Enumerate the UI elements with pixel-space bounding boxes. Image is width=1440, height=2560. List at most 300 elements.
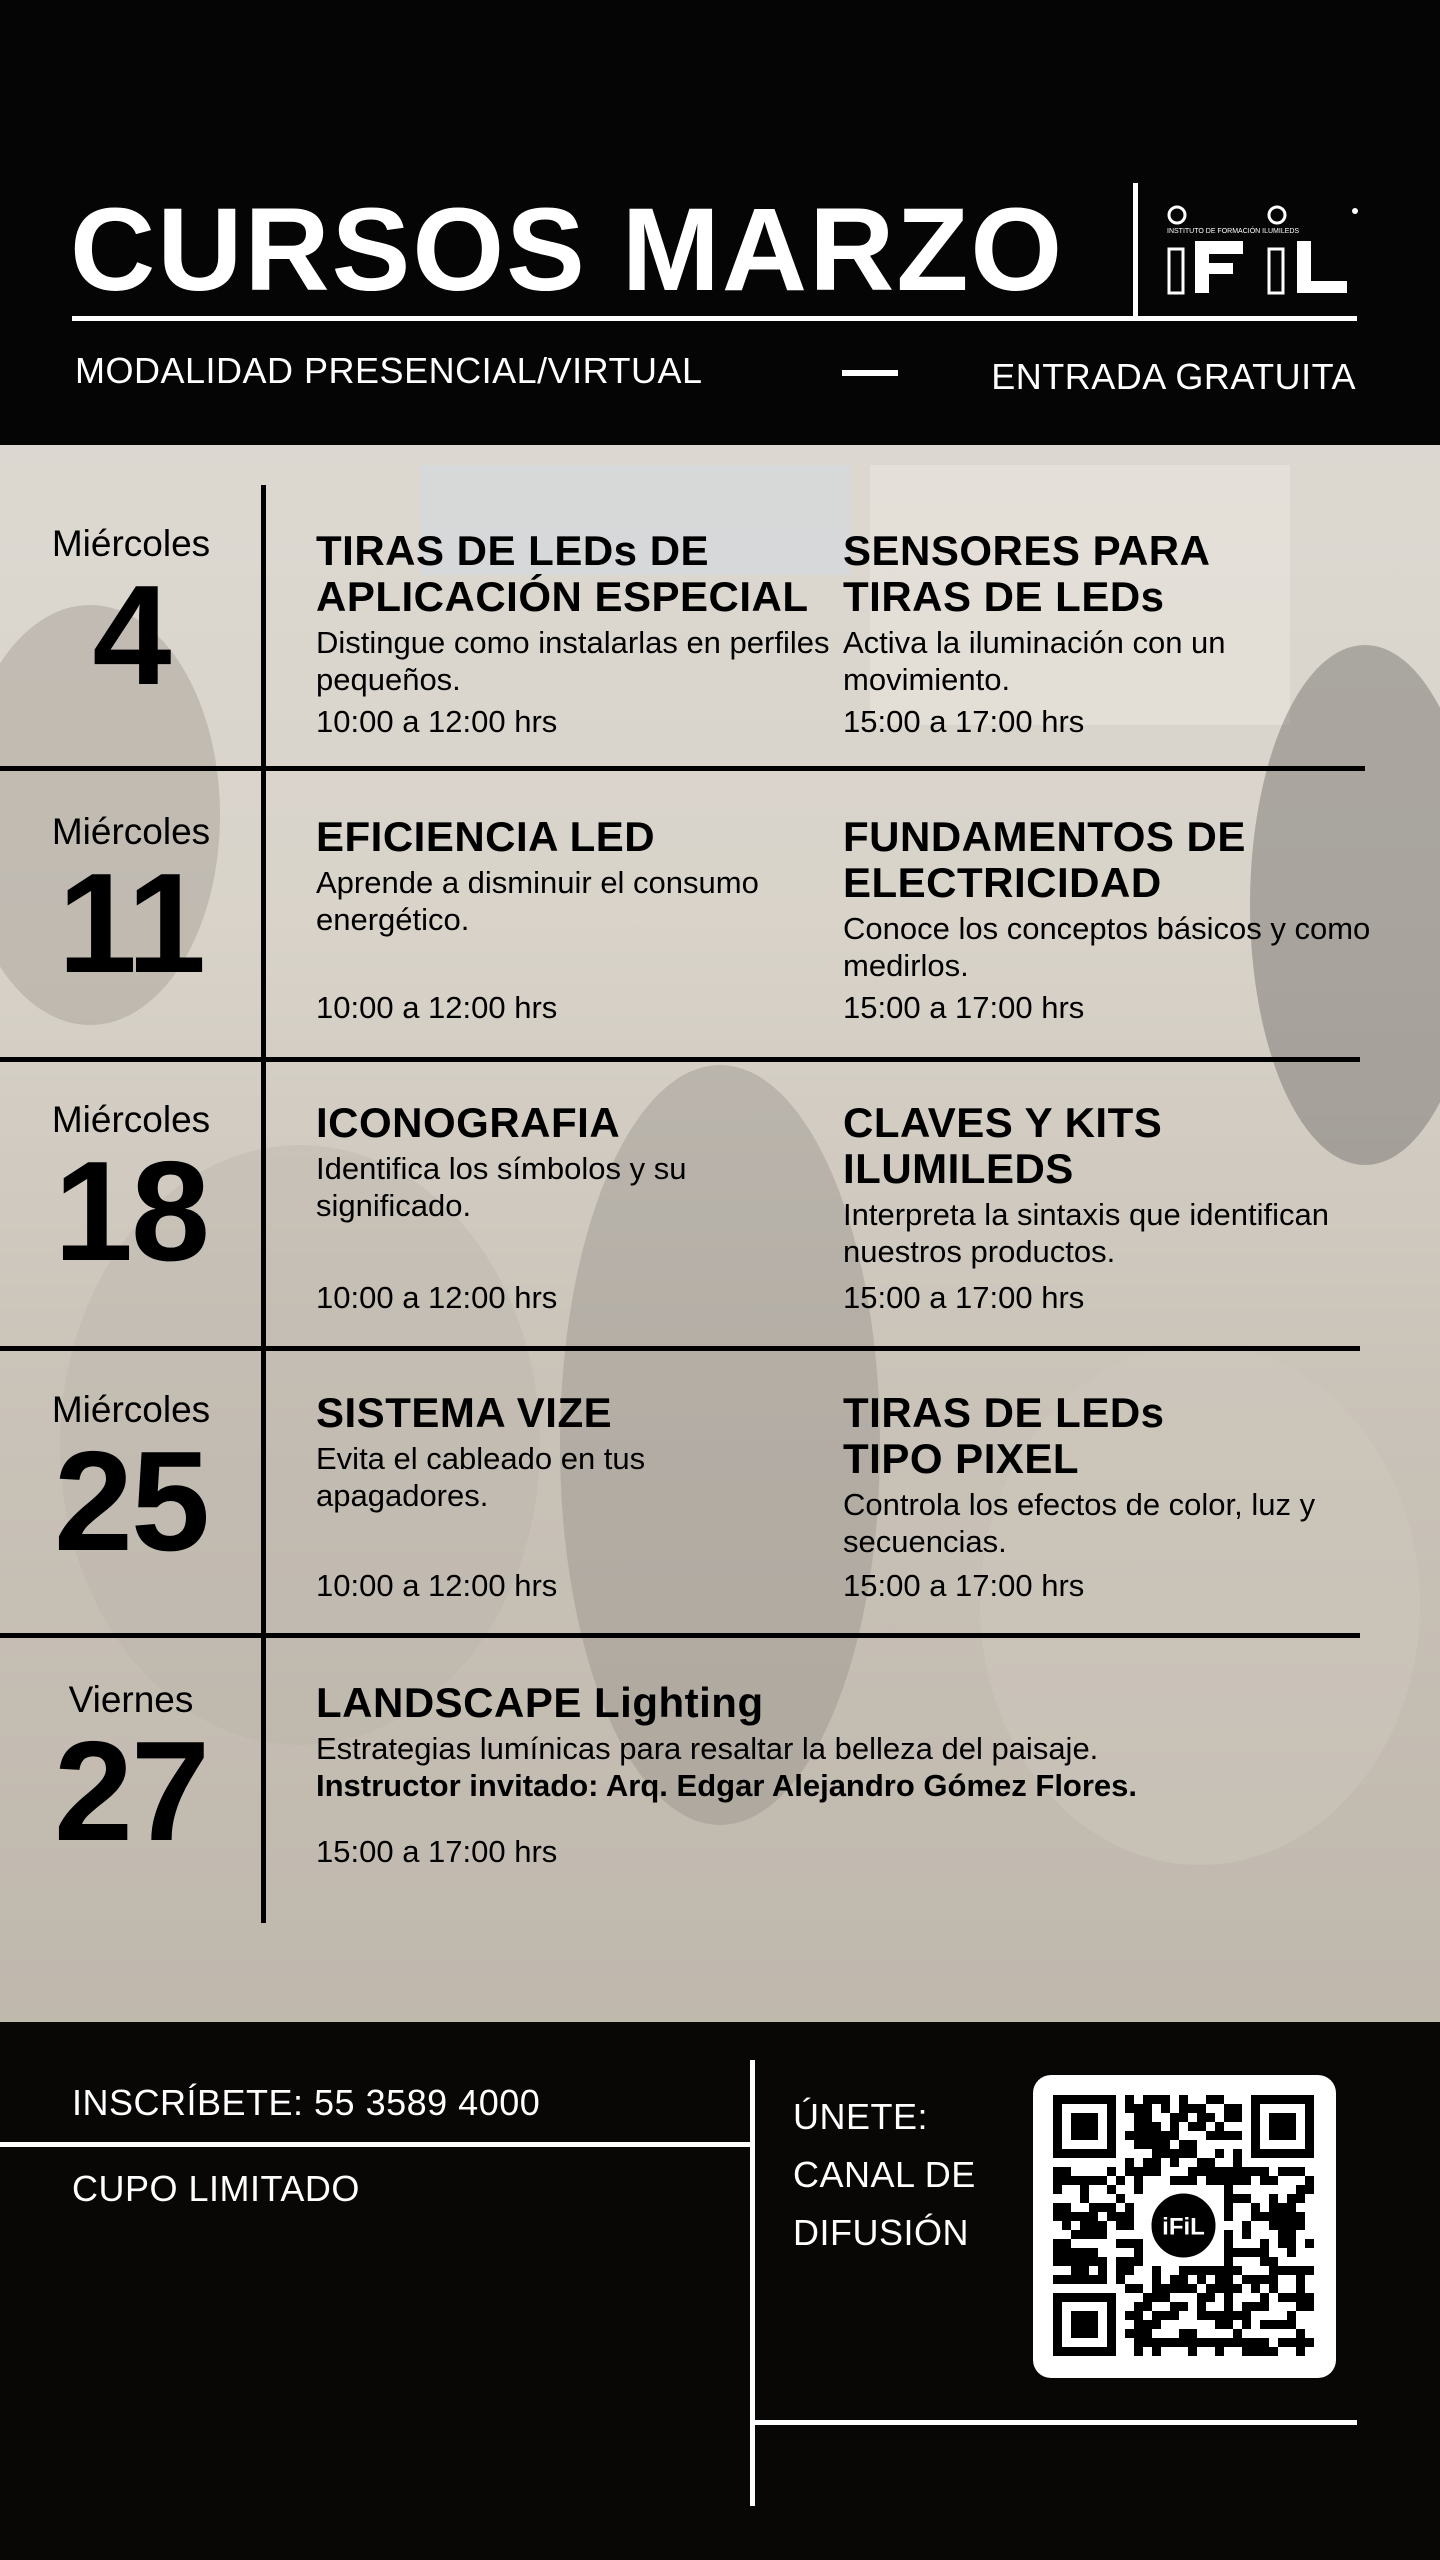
modality-subtitle: MODALIDAD PRESENCIAL/VIRTUAL (75, 350, 703, 391)
qr-module (1305, 2293, 1314, 2302)
qr-module (1053, 2275, 1062, 2284)
qr-module (1224, 2311, 1233, 2320)
qr-module (1107, 2212, 1116, 2221)
day-block (0, 1388, 262, 1581)
qr-module (1260, 2338, 1269, 2347)
qr-module (1080, 2230, 1089, 2239)
row-divider (0, 1633, 1360, 1638)
qr-module (1197, 2122, 1206, 2131)
qr-module (1152, 2158, 1161, 2167)
qr-module (1296, 2302, 1305, 2311)
qr-module (1224, 2239, 1233, 2248)
qr-module (1143, 2095, 1152, 2104)
qr-module (1260, 2212, 1269, 2221)
qr-module (1053, 2212, 1062, 2221)
qr-module (1125, 2221, 1134, 2230)
qr-module (1179, 2140, 1188, 2149)
qr-module (1215, 2095, 1224, 2104)
qr-module (1170, 2158, 1179, 2167)
qr-module (1224, 2104, 1233, 2113)
qr-module (1089, 2257, 1098, 2266)
qr-module (1125, 2104, 1134, 2113)
qr-module (1224, 2248, 1233, 2257)
course-card (316, 1679, 1316, 1869)
qr-module (1233, 2284, 1242, 2293)
qr-module (1062, 2212, 1071, 2221)
qr-module (1197, 2311, 1206, 2320)
course-card (843, 1099, 1373, 1315)
qr-code[interactable] (1033, 2075, 1336, 2378)
qr-module (1134, 2104, 1143, 2113)
course-title: SISTEMA VIZE (316, 1389, 613, 1436)
course-time: 10:00 a 12:00 hrs (316, 990, 558, 1025)
qr-module (1125, 2266, 1134, 2275)
course-time: 15:00 a 17:00 hrs (843, 704, 1085, 739)
qr-module (1224, 2185, 1233, 2194)
course-title: ICONOGRAFIA (316, 1099, 621, 1146)
subtitle-dash (842, 370, 898, 376)
qr-module (1269, 2221, 1278, 2230)
qr-module (1260, 2176, 1269, 2185)
qr-module (1269, 2212, 1278, 2221)
qr-module (1134, 2176, 1143, 2185)
qr-module (1143, 2329, 1152, 2338)
qr-module (1278, 2212, 1287, 2221)
qr-module (1215, 2311, 1224, 2320)
course-description: Controla los efectos de color, luz y secuencias. (843, 1487, 1316, 1559)
qr-module (1143, 2122, 1152, 2131)
qr-module (1215, 2167, 1224, 2176)
qr-finder (1071, 2311, 1098, 2338)
qr-module (1188, 2149, 1197, 2158)
qr-module (1062, 2221, 1071, 2230)
qr-module (1269, 2266, 1278, 2275)
row-divider (0, 1057, 1360, 1062)
qr-module (1053, 2176, 1062, 2185)
qr-module (1224, 2230, 1233, 2239)
qr-module (1161, 2131, 1170, 2140)
qr-module (1152, 2122, 1161, 2131)
qr-module (1125, 2167, 1134, 2176)
qr-module (1143, 2140, 1152, 2149)
qr-module (1170, 2284, 1179, 2293)
qr-module (1062, 2257, 1071, 2266)
qr-module (1161, 2311, 1170, 2320)
qr-module (1251, 2284, 1260, 2293)
qr-module (1134, 2248, 1143, 2257)
qr-module (1134, 2167, 1143, 2176)
qr-module (1179, 2149, 1188, 2158)
guest-instructor: Instructor invitado: Arq. Edgar Alejandro Gómez Flores. (316, 1768, 1138, 1803)
qr-module (1224, 2131, 1233, 2140)
join-channel-label: ÚNETE: CANAL DE DIFUSIÓN (793, 2096, 976, 2253)
weekday-label: Viernes (68, 1679, 194, 1720)
qr-module (1287, 2221, 1296, 2230)
qr-module (1089, 2248, 1098, 2257)
qr-module (1161, 2293, 1170, 2302)
qr-module (1305, 2266, 1314, 2275)
course-time: 15:00 a 17:00 hrs (843, 1568, 1085, 1603)
qr-module (1143, 2131, 1152, 2140)
qr-module (1206, 2311, 1215, 2320)
footer-bottom-rule (755, 2420, 1357, 2425)
qr-module (1242, 2338, 1251, 2347)
course-time: 15:00 a 17:00 hrs (316, 1834, 558, 1869)
qr-module (1107, 2185, 1116, 2194)
qr-module (1287, 2203, 1296, 2212)
qr-module (1287, 2320, 1296, 2329)
qr-module (1224, 2293, 1233, 2302)
qr-module (1269, 2347, 1278, 2356)
qr-module (1134, 2320, 1143, 2329)
course-title: TIRAS DE LEDs DE APLICACIÓN ESPECIAL (316, 527, 809, 620)
qr-module (1116, 2275, 1125, 2284)
qr-module (1233, 2329, 1242, 2338)
qr-module (1278, 2266, 1287, 2275)
qr-module (1233, 2131, 1242, 2140)
qr-module (1143, 2338, 1152, 2347)
qr-module (1224, 2203, 1233, 2212)
qr-module (1053, 2185, 1062, 2194)
day-block (0, 810, 262, 1003)
qr-module (1125, 2239, 1134, 2248)
qr-module (1089, 2221, 1098, 2230)
course-card (843, 1389, 1373, 1603)
qr-module (1053, 2239, 1062, 2248)
qr-module (1224, 2257, 1233, 2266)
qr-module (1170, 2302, 1179, 2311)
course-title: LANDSCAPE Lighting (316, 1679, 764, 1726)
day-number: 4 (92, 556, 170, 715)
qr-module (1242, 2194, 1251, 2203)
qr-module (1287, 2266, 1296, 2275)
qr-module (1152, 2095, 1161, 2104)
qr-module (1071, 2230, 1080, 2239)
qr-module (1134, 2329, 1143, 2338)
row-divider (0, 766, 1365, 771)
course-title: EFICIENCIA LED (316, 813, 656, 860)
qr-module (1080, 2212, 1089, 2221)
qr-module (1062, 2203, 1071, 2212)
qr-module (1179, 2275, 1188, 2284)
course-card (843, 527, 1373, 739)
qr-module (1188, 2338, 1197, 2347)
qr-module (1089, 2212, 1098, 2221)
title-underline (72, 316, 1357, 321)
qr-module (1251, 2248, 1260, 2257)
qr-module (1269, 2275, 1278, 2284)
qr-module (1107, 2167, 1116, 2176)
qr-module (1152, 2293, 1161, 2302)
qr-module (1296, 2221, 1305, 2230)
qr-module (1080, 2257, 1089, 2266)
qr-module (1197, 2158, 1206, 2167)
qr-module (1188, 2122, 1197, 2131)
qr-module (1206, 2266, 1215, 2275)
qr-module (1161, 2104, 1170, 2113)
qr-module (1188, 2266, 1197, 2275)
qr-module (1143, 2320, 1152, 2329)
weekday-label: Miércoles (51, 1389, 211, 1430)
qr-module (1071, 2176, 1080, 2185)
qr-module (1242, 2275, 1251, 2284)
qr-module (1206, 2095, 1215, 2104)
qr-module (1179, 2338, 1188, 2347)
qr-module (1197, 2266, 1206, 2275)
qr-module (1062, 2239, 1071, 2248)
qr-module (1143, 2113, 1152, 2122)
qr-module (1152, 2338, 1161, 2347)
qr-module (1179, 2329, 1188, 2338)
qr-module (1188, 2176, 1197, 2185)
qr-module (1296, 2338, 1305, 2347)
qr-module (1287, 2239, 1296, 2248)
qr-module (1206, 2158, 1215, 2167)
qr-module (1224, 2212, 1233, 2221)
qr-module (1260, 2275, 1269, 2284)
qr-module (1071, 2212, 1080, 2221)
qr-module (1224, 2176, 1233, 2185)
course-time: 10:00 a 12:00 hrs (316, 704, 558, 739)
qr-module (1224, 2284, 1233, 2293)
qr-module (1170, 2131, 1179, 2140)
qr-module (1134, 2131, 1143, 2140)
course-time: 15:00 a 17:00 hrs (843, 990, 1085, 1025)
course-card (843, 813, 1373, 1025)
qr-module (1251, 2167, 1260, 2176)
qr-module (1170, 2275, 1179, 2284)
qr-module (1161, 2095, 1170, 2104)
qr-module (1251, 2203, 1260, 2212)
ifil-logo-icon (1165, 205, 1360, 295)
qr-module (1080, 2185, 1089, 2194)
qr-module (1251, 2302, 1260, 2311)
qr-module (1233, 2194, 1242, 2203)
qr-module (1215, 2176, 1224, 2185)
qr-module (1215, 2347, 1224, 2356)
qr-module (1143, 2158, 1152, 2167)
qr-module (1152, 2311, 1161, 2320)
qr-module (1224, 2167, 1233, 2176)
qr-module (1233, 2158, 1242, 2167)
footer-vertical-rule (750, 2060, 755, 2506)
qr-module (1080, 2221, 1089, 2230)
qr-module (1197, 2167, 1206, 2176)
qr-module (1134, 2257, 1143, 2266)
qr-module (1089, 2275, 1098, 2284)
qr-module (1215, 2338, 1224, 2347)
qr-module (1296, 2167, 1305, 2176)
qr-module (1152, 2131, 1161, 2140)
course-description: Distingue como instalarlas en perfiles pequeños. (316, 625, 830, 697)
qr-module (1161, 2149, 1170, 2158)
qr-module (1206, 2176, 1215, 2185)
qr-module (1125, 2095, 1134, 2104)
course-card (316, 813, 846, 1025)
qr-module (1098, 2230, 1107, 2239)
qr-module (1170, 2176, 1179, 2185)
qr-module (1188, 2329, 1197, 2338)
qr-module (1233, 2149, 1242, 2158)
qr-module (1134, 2284, 1143, 2293)
qr-module (1215, 2131, 1224, 2140)
qr-module (1053, 2257, 1062, 2266)
qr-module (1152, 2167, 1161, 2176)
qr-module (1098, 2221, 1107, 2230)
qr-module (1287, 2338, 1296, 2347)
qr-module (1296, 2266, 1305, 2275)
qr-module (1116, 2257, 1125, 2266)
qr-module (1215, 2122, 1224, 2131)
qr-module (1278, 2230, 1287, 2239)
qr-module (1296, 2284, 1305, 2293)
qr-module (1296, 2212, 1305, 2221)
course-title: CLAVES Y KITS ILUMILEDS (843, 1099, 1163, 1192)
qr-module (1296, 2194, 1305, 2203)
qr-module (1143, 2167, 1152, 2176)
qr-module (1161, 2140, 1170, 2149)
course-title: FUNDAMENTOS DE ELECTRICIDAD (843, 813, 1246, 906)
qr-module (1152, 2149, 1161, 2158)
qr-module (1089, 2230, 1098, 2239)
qr-module (1206, 2167, 1215, 2176)
qr-module (1206, 2338, 1215, 2347)
qr-module (1125, 2131, 1134, 2140)
qr-module (1197, 2302, 1206, 2311)
course-card (316, 527, 846, 739)
qr-module (1125, 2203, 1134, 2212)
qr-module (1269, 2284, 1278, 2293)
qr-module (1143, 2293, 1152, 2302)
qr-module (1269, 2257, 1278, 2266)
qr-module (1116, 2239, 1125, 2248)
qr-module (1233, 2113, 1242, 2122)
qr-module (1152, 2266, 1161, 2275)
qr-module (1233, 2266, 1242, 2275)
qr-module (1233, 2176, 1242, 2185)
course-card (316, 1389, 846, 1603)
qr-module (1260, 2302, 1269, 2311)
qr-module (1269, 2176, 1278, 2185)
course-description: Interpreta la sintaxis que identifican nuestros productos. (843, 1197, 1329, 1269)
qr-module (1269, 2194, 1278, 2203)
qr-module (1134, 2185, 1143, 2194)
qr-module (1296, 2347, 1305, 2356)
course-card (316, 1099, 846, 1315)
qr-module (1287, 2248, 1296, 2257)
row-divider (0, 1346, 1360, 1351)
qr-module (1152, 2140, 1161, 2149)
qr-module (1125, 2329, 1134, 2338)
qr-module (1287, 2194, 1296, 2203)
qr-module (1053, 2203, 1062, 2212)
course-description: Estrategias lumínicas para resaltar la belleza del paisaje. Instructor invitado: Arq. Edgar Alejandro Gómez Flores. (316, 1730, 1316, 1804)
qr-module (1152, 2284, 1161, 2293)
qr-module (1206, 2293, 1215, 2302)
course-time: 10:00 a 12:00 hrs (316, 1568, 558, 1603)
qr-module (1143, 2302, 1152, 2311)
qr-module (1116, 2212, 1125, 2221)
qr-module (1170, 2338, 1179, 2347)
qr-module (1170, 2122, 1179, 2131)
qr-module (1305, 2185, 1314, 2194)
day-block (0, 522, 262, 715)
logo-caption: INSTITUTO DE FORMACIÓN ILUMILEDS (1167, 228, 1300, 235)
qr-module (1224, 2338, 1233, 2347)
qr-module (1125, 2284, 1134, 2293)
qr-module (1080, 2176, 1089, 2185)
qr-module (1161, 2284, 1170, 2293)
qr-module (1179, 2302, 1188, 2311)
qr-module (1305, 2239, 1314, 2248)
free-entry-label: ENTRADA GRATUITA (991, 356, 1356, 397)
qr-module (1197, 2104, 1206, 2113)
qr-module (1179, 2284, 1188, 2293)
qr-module (1098, 2275, 1107, 2284)
weekday-label: Miércoles (51, 811, 211, 852)
qr-module (1260, 2293, 1269, 2302)
course-title: SENSORES PARA TIRAS DE LEDs (843, 527, 1211, 620)
qr-module (1215, 2266, 1224, 2275)
qr-module (1287, 2311, 1296, 2320)
qr-module (1062, 2248, 1071, 2257)
qr-module (1161, 2338, 1170, 2347)
qr-module (1215, 2284, 1224, 2293)
qr-module (1134, 2338, 1143, 2347)
course-description: Aprende a disminuir el consumo energético. (316, 865, 759, 937)
qr-module (1224, 2302, 1233, 2311)
qr-module (1287, 2293, 1296, 2302)
qr-module (1143, 2104, 1152, 2113)
qr-module (1116, 2221, 1125, 2230)
qr-module (1134, 2239, 1143, 2248)
qr-module (1242, 2347, 1251, 2356)
qr-module (1260, 2320, 1269, 2329)
qr-module (1269, 2320, 1278, 2329)
qr-module (1260, 2239, 1269, 2248)
qr-module (1296, 2275, 1305, 2284)
qr-module (1188, 2284, 1197, 2293)
qr-module (1179, 2266, 1188, 2275)
course-time: 15:00 a 17:00 hrs (843, 1280, 1085, 1315)
logo-divider (1133, 183, 1138, 318)
register-phone[interactable]: INSCRÍBETE: 55 3589 4000 (72, 2082, 541, 2123)
course-description: Evita el cableado en tus apagadores. (316, 1441, 646, 1513)
qr-module (1242, 2167, 1251, 2176)
qr-center-text: iFiL (1162, 2213, 1205, 2241)
qr-module (1197, 2113, 1206, 2122)
course-description: Activa la iluminación con un movimiento. (843, 625, 1226, 697)
qr-module (1098, 2176, 1107, 2185)
qr-module (1287, 2167, 1296, 2176)
day-number: 25 (54, 1422, 208, 1581)
qr-module (1233, 2248, 1242, 2257)
qr-module (1224, 2266, 1233, 2275)
qr-module (1242, 2221, 1251, 2230)
qr-module (1134, 2347, 1143, 2356)
qr-module (1071, 2266, 1080, 2275)
weekday-label: Miércoles (51, 1099, 211, 1140)
qr-module (1080, 2248, 1089, 2257)
qr-finder (1071, 2113, 1098, 2140)
qr-module (1188, 2167, 1197, 2176)
qr-module (1305, 2338, 1314, 2347)
qr-module (1251, 2275, 1260, 2284)
qr-module (1089, 2176, 1098, 2185)
qr-module (1080, 2275, 1089, 2284)
qr-module (1179, 2095, 1188, 2104)
qr-module (1179, 2104, 1188, 2113)
